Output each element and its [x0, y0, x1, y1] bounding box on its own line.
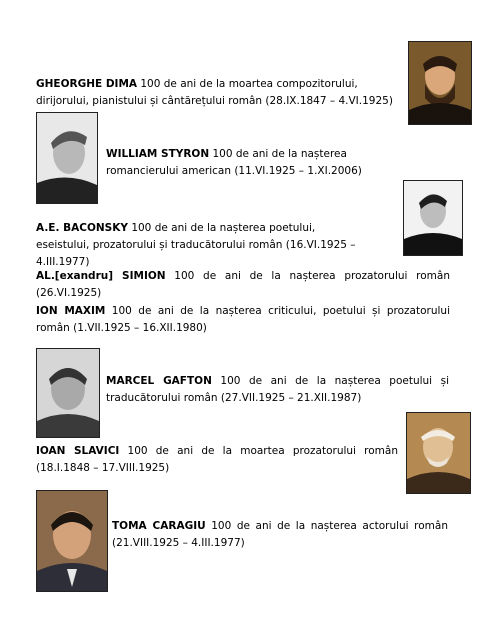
entry-text: 100 de ani de la nașterea prozatorului român (26.VI.1925): [36, 270, 450, 299]
portrait-ae-baconsky: [403, 180, 463, 256]
entry-text: 100 de ani de la nașterea romancierului american (11.VI.1925 – 1.XI.2006): [106, 148, 362, 177]
entry-william-styron: [106, 146, 416, 180]
entry-text: 100 de ani de la moartea prozatorului român (18.I.1848 – 17.VIII.1925): [36, 445, 399, 474]
entry-al-simion: [36, 268, 450, 302]
entry-ion-maxim: [36, 303, 450, 337]
portrait-william-styron: [36, 112, 98, 204]
entry-text: 100 de ani de la nașterea poetului și traducătorului român (27.VII.1925 – 21.XII.1987): [106, 375, 449, 404]
entry-text: 100 de ani de la nașterea poetului, eseistului, prozatorului și traducătorului român (16.VI.1925 – 4.III.1977): [36, 222, 356, 268]
entry-name: WILLIAM STYRON: [106, 148, 210, 160]
entry-text: 100 de ani de la nașterea actorului român (21.VIII.1925 – 4.III.1977): [112, 520, 448, 549]
entry-text: 100 de ani de la moartea compozitorului, dirijorului, pianistului și cântărețului român (28.IX.1847 – 4.VI.1925): [36, 78, 393, 107]
entry-name: GHEORGHE DIMA: [36, 78, 138, 90]
entry-toma-caragiu: [112, 518, 448, 552]
entry-ioan-slavici: [36, 443, 398, 477]
entry-gheorghe-dima: [36, 76, 402, 110]
entry-name: TOMA CARAGIU: [112, 520, 206, 532]
entry-text: 100 de ani de la nașterea criticului, poetului și prozatorului român (1.VII.1925 – 16.XII.1980): [36, 305, 450, 334]
portrait-marcel-gafton: [36, 348, 100, 438]
entry-ae-baconsky: [36, 220, 371, 271]
entry-name: A.E. BACONSKY: [36, 222, 128, 234]
entry-name: ION MAXIM: [36, 305, 106, 317]
entry-name: AL.[exandru] SIMION: [36, 270, 166, 282]
portrait-toma-caragiu: [36, 490, 108, 592]
entry-name: IOAN SLAVICI: [36, 445, 120, 457]
entry-name: MARCEL GAFTON: [106, 375, 212, 387]
entry-marcel-gafton: [106, 373, 449, 407]
portrait-ioan-slavici: [406, 412, 471, 494]
portrait-gheorghe-dima: [408, 41, 472, 125]
